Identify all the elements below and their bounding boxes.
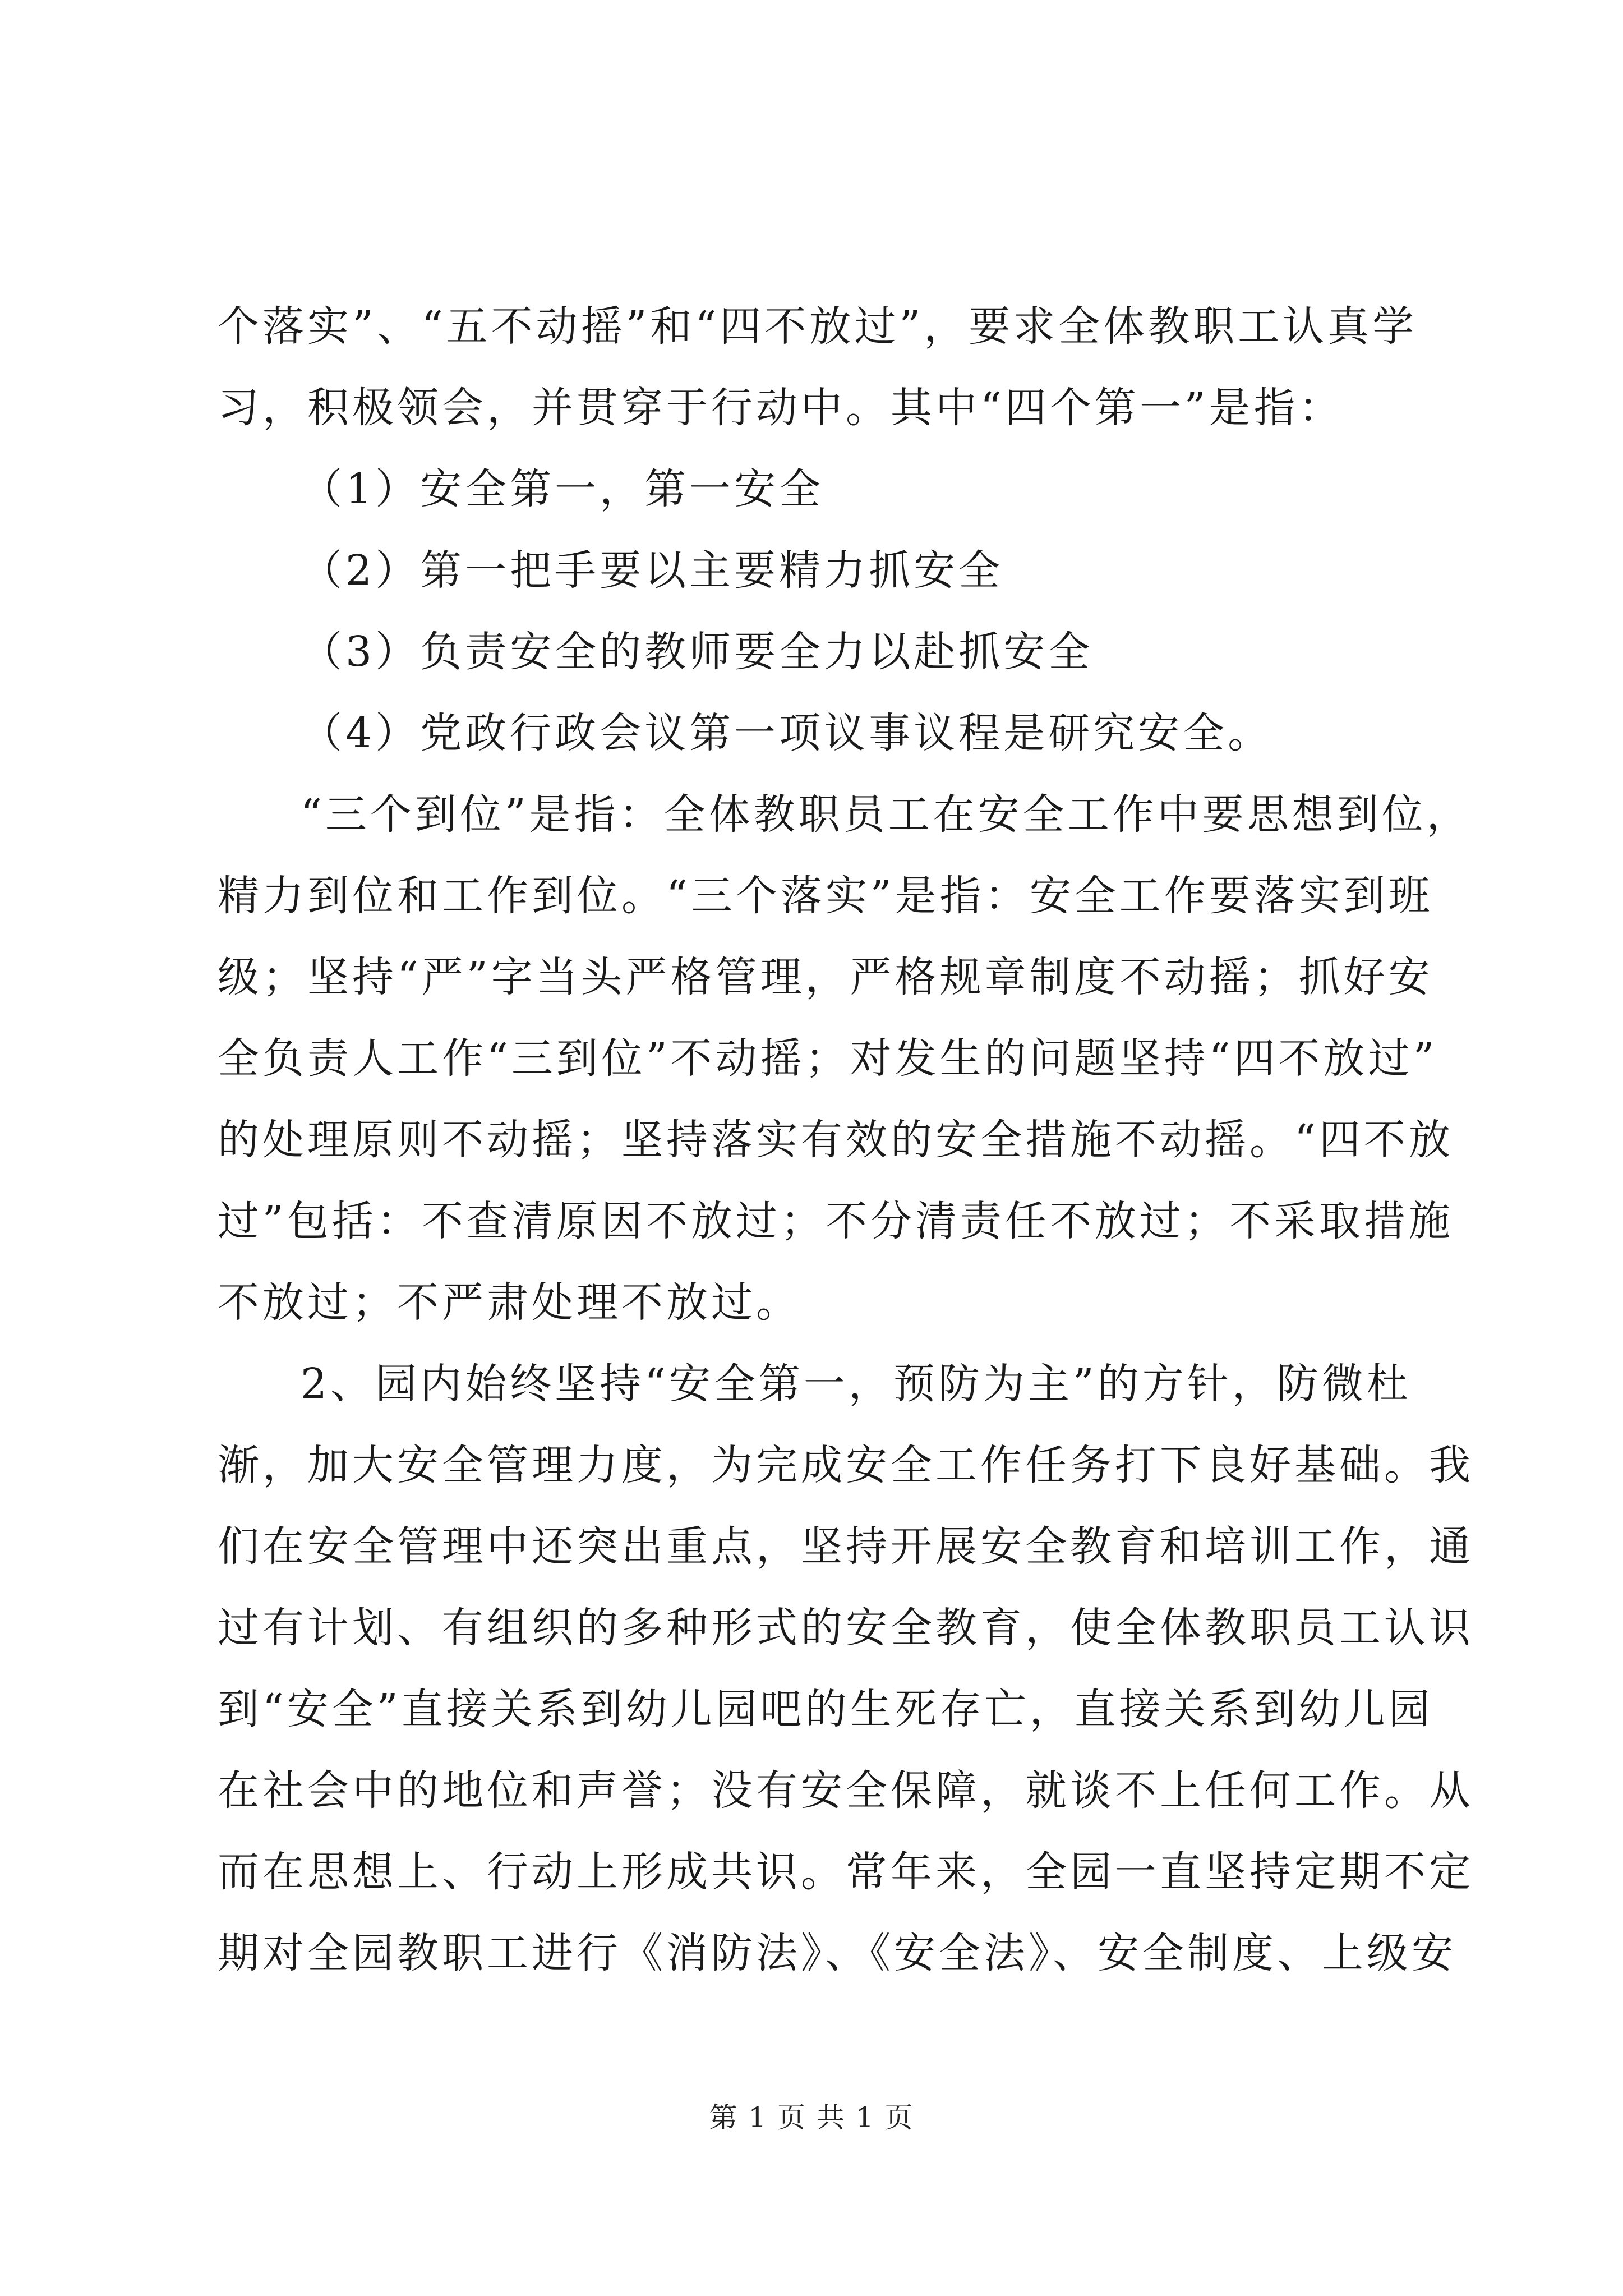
- list-item: （4）党政行政会议第一项议事议程是研究安全。: [301, 709, 1273, 757]
- page-footer: 第 1 页 共 1 页: [709, 2101, 914, 2134]
- list-item: （3）负责安全的教师要全力以赴抓安全: [301, 628, 1094, 676]
- text-line: 到“安全”直接关系到幼儿园吧的生死存亡，直接关系到幼儿园: [218, 1685, 1433, 1733]
- text-line: 的处理原则不动摇；坚持落实有效的安全措施不动摇。“四不放: [218, 1116, 1454, 1164]
- paragraph-start: “三个到位”是指：全体教职员工在安全工作中要思想到位，: [301, 790, 1472, 839]
- text-line: 全负责人工作“三到位”不动摇；对发生的问题坚持“四不放过”: [218, 1034, 1438, 1083]
- text-line: 而在思想上、行动上形成共识。常年来，全园一直坚持定期不定: [218, 1848, 1474, 1896]
- text-line: 不放过；不严肃处理不放过。: [218, 1278, 801, 1327]
- text-line: 期对全园教职工进行《消防法》、《安全法》、安全制度、上级安: [218, 1929, 1456, 1977]
- text-line: 精力到位和工作到位。“三个落实”是指：安全工作要落实到班: [218, 872, 1433, 920]
- paragraph-start: 2、园内始终坚持“安全第一，预防为主”的方针，防微杜: [301, 1360, 1412, 1408]
- text-line: 过有计划、有组织的多种形式的安全教育，使全体教职员工认识: [218, 1604, 1474, 1652]
- text-line: 过”包括：不查清原因不放过；不分清责任不放过；不采取措施: [218, 1197, 1454, 1245]
- text-line: 习，积极领会，并贯穿于行动中。其中“四个第一”是指：: [218, 384, 1344, 432]
- text-line: 在社会中的地位和声誉；没有安全保障，就谈不上任何工作。从: [218, 1766, 1474, 1815]
- text-line: 级；坚持“严”字当头严格管理，严格规章制度不动摇；抓好安: [218, 953, 1433, 1001]
- document-body: [218, 286, 1474, 1994]
- text-line: 渐，加大安全管理力度，为完成安全工作任务打下良好基础。我: [218, 1441, 1474, 1489]
- list-item: （1）安全第一，第一安全: [301, 465, 824, 513]
- list-item: （2）第一把手要以主要精力抓安全: [301, 546, 1004, 595]
- text-line: 个落实”、“五不动摇”和“四不放过”，要求全体教职工认真学: [218, 302, 1418, 351]
- text-line: 们在安全管理中还突出重点，坚持开展安全教育和培训工作，通: [218, 1522, 1474, 1571]
